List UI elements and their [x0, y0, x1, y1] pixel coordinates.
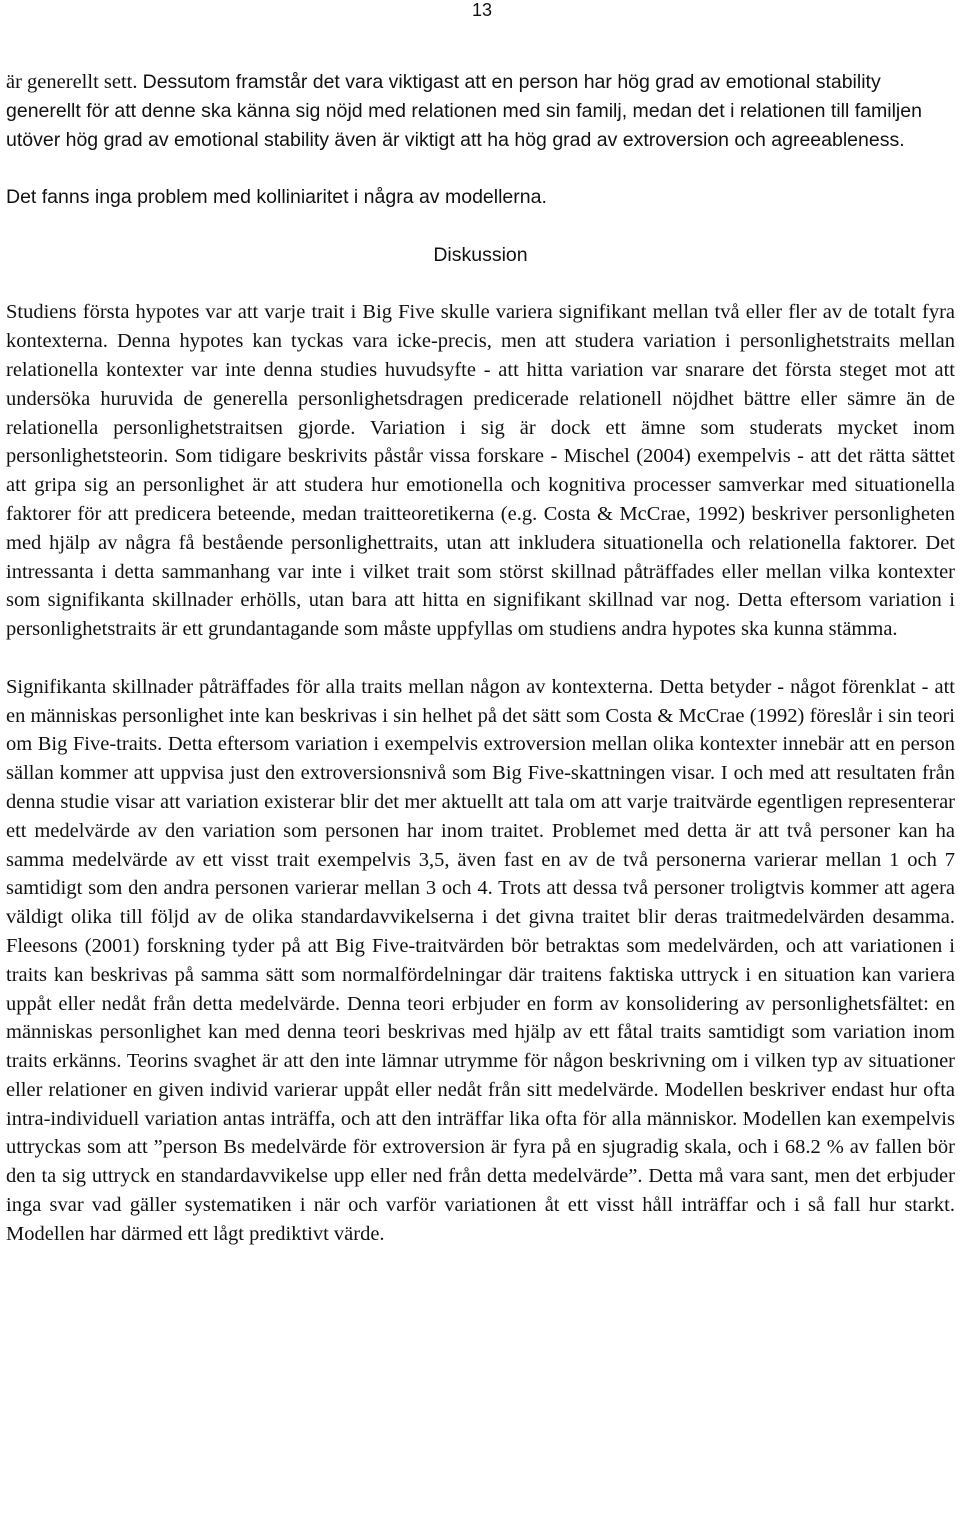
page-number: 13	[471, 0, 492, 20]
collinearity-note: Det fanns inga problem med kolliniaritet i några av modellerna.	[6, 186, 547, 209]
discussion-paragraph-2: Signifikanta skillnader påträffades för alla traits mellan någon av kontexterna. Detta betyder - något förenklat - att en människas personlighet inte kan beskrivas i sin helhet på det sätt som Costa & McCrae (1992) föreslår i sin teori om Big Five-traits. Detta eftersom variation i exempelvis extroversion mellan olika kontexter innebär att en person sällan kommer att uppvisa just den extroversionsnivå som Big Five-skattningen visar. I och med att resultaten från denna studie visar att variation existerar blir det mer aktuellt att tala om att varje traitvärde egentligen representerar ett medelvärde av den variation som personen har inom traitet. Problemet med detta är att två personer kan ha samma medelvärde av ett visst trait exempelvis 3,5, även fast en av de två personerna varierar mellan 1 och 7 samtidigt som den andra personen varierar mellan 3 och 4. Trots att dessa två personer troligtvis kommer att agera väldigt olika till följd av de olika standardavvikelserna i det givna traitet blir deras traitmedelvärden desamma. Fleesons (2001) forskning tyder på att Big Five-traitvärden bör betraktas som medelvärden, och att variationen i traits kan beskrivas på samma sätt som normalfördelningar där traitens faktiska uttryck i en situation kan variera uppåt eller nedåt från detta medelvärde. Denna teori erbjuder en form av konsolidering av personlighetsfältet: en människas personlighet kan med denna teori beskrivas med hjälp av ett fåtal traits samtidigt som variation inom traits erkänns. Teorins svaghet är att den inte lämnar utrymme för någon beskrivning om i vilken typ av situationer eller relationer en given individ varierar uppåt eller nedåt från sitt medelvärde. Modellen beskriver endast hur ofta intra-individuell variation antas inträffa, och att den inträffar lika ofta för alla människor. Modellen kan exempelvis uttryckas som att ”person Bs medelvärde för extroversion är fyra på en sjugradig skala, och i 68.2 % av fallen bör den ta sig uttryck en standardavvikelse upp eller ned från detta medelvärde”. Detta må vara sant, men det erbjuder inga svar vad gäller systematiken i när och varför variationen åt ett visst håll inträffar och i så fall hur starkt. Modellen har därmed ett lågt prediktivt värde.	[6, 675, 955, 1245]
page-content	[6, 68, 955, 1249]
intro-paragraph	[6, 68, 955, 154]
intro-body: Dessutom framstår det vara viktigast att en person har hög grad av emotional stability generellt för att denne ska känna sig nöjd med relationen med sin familj, medan det i relationen till familjen utöver hög grad av emotional stability även är viktigt att ha hög grad av extroversion och agreeableness.	[6, 71, 922, 151]
discussion-paragraph-1: Studiens första hypotes var att varje trait i Big Five skulle variera signifikant mellan två eller fler av de totalt fyra kontexterna. Denna hypotes kan tyckas vara icke-precis, men att studera variation i personlighetstraits mellan relationella kontexter var inte denna studies huvudsyfte - att hitta variation var snarare det första steget mot att undersöka huruvida de generella personlighetsdragen predicerade relationell nöjdhet bättre eller sämre än de relationella personlighetstraitsen gjorde. Variation i sig är dock ett ämne som studerats mycket inom personlighetsteorin. Som tidigare beskrivits påstår vissa forskare - Mischel (2004) exempelvis - att det rätta sättet att gripa sig an personlighet är att studera hur emotionella och kognitiva processer samverkar med situationella faktorer för att predicera beteende, medan traitteoretikerna (e.g. Costa & McCrae, 1992) beskriver personligheten med hjälp av några få bestående personlighettraits, utan att inkludera situationella och relationella faktorer. Det intressanta i detta sammanhang var inte i vilket trait som störst skillnad påträffades eller mellan vilka kontexter som signifikanta skillnader erhölls, utan bara att hitta en signifikant skillnad var nog. Detta eftersom variation i personlighetstraits är ett grundantagande som måste uppfyllas om studiens andra hypotes ska kunna stämma.	[6, 301, 955, 641]
section-heading-discussion: Diskussion	[433, 243, 528, 266]
intro-prefix: är generellt sett.	[6, 71, 143, 93]
